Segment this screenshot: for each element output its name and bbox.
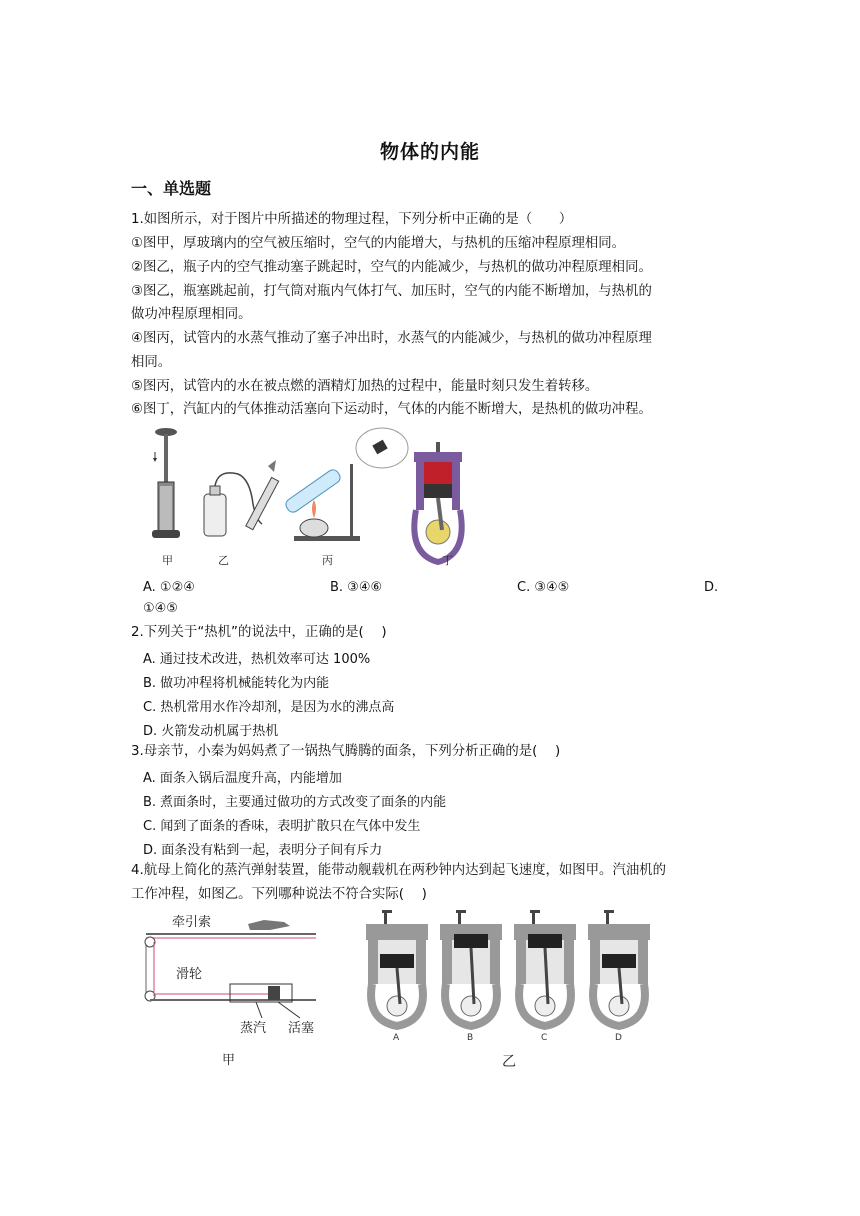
label-rope: 牵引索 — [172, 915, 212, 930]
q2-stem: 2.下列关于“热机”的说法中，正确的是( ) — [131, 625, 387, 640]
caption-jia: 甲 — [222, 1053, 236, 1068]
label-steam: 蒸汽 — [240, 1021, 267, 1036]
q1-statement-4a: ④图丙，试管内的水蒸气推动了塞子冲出时，水蒸气的内能减少，与热机的做功冲程原理 — [131, 331, 652, 346]
engine-label-c: C — [541, 1033, 548, 1043]
engine-stroke-a — [366, 910, 428, 1026]
label-piston: 活塞 — [288, 1021, 315, 1036]
q2-option-c[interactable]: C. 热机常用水作冷却剂，是因为水的沸点高 — [143, 700, 395, 715]
q1-statement-3a: ③图乙，瓶塞跳起前，打气筒对瓶内气体打气、加压时，空气的内能不断增加，与热机的 — [131, 284, 652, 299]
q1-statement-6: ⑥图丁，汽缸内的气体推动活塞向下运动时，气体的内能不断增大，是热机的做功冲程。 — [131, 402, 652, 417]
figure-ding-engine-image — [414, 442, 462, 562]
q1-figure — [138, 424, 468, 570]
q1-statement-4b: 相同。 — [131, 355, 172, 370]
figure-label-ding: 丁 — [442, 554, 453, 567]
q1-statement-3b: 做功冲程原理相同。 — [131, 307, 252, 322]
engine-label-d: D — [615, 1033, 622, 1043]
figure-bing-testtube-image — [284, 428, 408, 541]
q1-option-d-wrap[interactable]: ①④⑤ — [143, 601, 178, 616]
label-pulley: 滑轮 — [176, 967, 203, 982]
engine-stroke-c — [514, 910, 576, 1026]
q4-figure-yi — [360, 908, 660, 1072]
q1-option-c[interactable]: C. ③④⑤ — [517, 580, 570, 595]
caption-yi: 乙 — [502, 1054, 516, 1070]
engine-stroke-b — [440, 910, 502, 1026]
q3-option-b[interactable]: B. 煮面条时，主要通过做功的方式改变了面条的内能 — [143, 795, 447, 810]
q1-statement-5: ⑤图丙，试管内的水在被点燃的酒精灯加热的过程中，能量时刻只发生着转移。 — [131, 379, 599, 394]
figure-label-yi: 乙 — [218, 554, 229, 567]
engine-label-a: A — [393, 1033, 400, 1043]
q1-option-d[interactable]: D. — [704, 580, 719, 595]
q2-option-b[interactable]: B. 做功冲程将机械能转化为内能 — [143, 676, 330, 691]
q1-statement-1: ①图甲，厚玻璃内的空气被压缩时，空气的内能增大，与热机的压缩冲程原理相同。 — [131, 236, 626, 251]
engine-stroke-d — [588, 910, 650, 1026]
q2-option-a[interactable]: A. 通过技术改进，热机效率可达 100% — [143, 652, 371, 667]
q4-stem-line-2: 工作冲程，如图乙。下列哪种说法不符合实际( ) — [131, 887, 427, 902]
q3-option-c[interactable]: C. 闻到了面条的香味，表明扩散只在气体中发生 — [143, 819, 421, 834]
page-title: 物体的内能 — [379, 141, 480, 163]
section-heading: 一、单选题 — [131, 179, 212, 198]
q1-stem: 1.如图所示，对于图片中所描述的物理过程，下列分析中正确的是（ ） — [131, 212, 573, 227]
q3-option-d[interactable]: D. 面条没有粘到一起，表明分子间有斥力 — [143, 843, 383, 858]
figure-label-jia: 甲 — [162, 554, 173, 567]
q3-stem: 3.母亲节，小秦为妈妈煮了一锅热气腾腾的面条，下列分析正确的是( ) — [131, 744, 561, 759]
figure-jia-syringe-image — [152, 428, 180, 538]
q1-option-b[interactable]: B. ③④⑥ — [330, 580, 383, 595]
q4-figure-jia — [132, 908, 332, 1068]
figure-yi-bottle-image — [204, 460, 279, 536]
q3-option-a[interactable]: A. 面条入锅后温度升高，内能增加 — [143, 771, 342, 786]
figure-label-bing: 丙 — [322, 554, 333, 567]
q1-option-a[interactable]: A. ①②④ — [143, 580, 195, 595]
q2-option-d[interactable]: D. 火箭发动机属于热机 — [143, 724, 279, 739]
q4-stem-line-1: 4.航母上简化的蒸汽弹射装置，能带动舰载机在两秒钟内达到起飞速度，如图甲。汽油机的 — [131, 863, 667, 878]
engine-label-b: B — [467, 1033, 474, 1043]
q1-statement-2: ②图乙，瓶子内的空气推动塞子跳起时，空气的内能减少，与热机的做功冲程原理相同。 — [131, 260, 652, 275]
